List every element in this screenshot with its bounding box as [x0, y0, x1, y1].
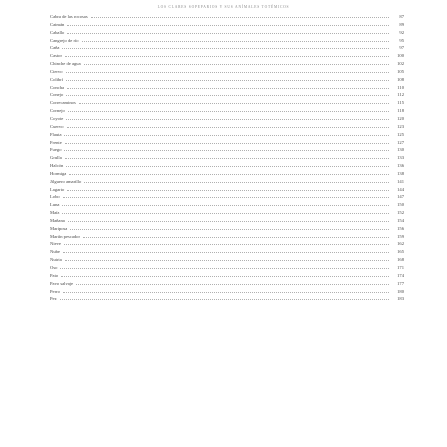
entry-page-number: 168	[397, 257, 404, 263]
index-entry	[50, 107, 404, 115]
entry-label: Cangrejo de río	[50, 37, 79, 43]
entry-page-number: 127	[397, 139, 404, 145]
index-entry	[50, 217, 404, 225]
index-entry	[50, 52, 404, 60]
dot-leader	[68, 221, 389, 222]
entry-label: Chinche de agua	[50, 61, 81, 67]
dot-leader	[79, 103, 389, 104]
entry-label: Cornejo	[50, 108, 65, 114]
entry-page-number: 162	[397, 241, 404, 247]
dot-leader	[83, 237, 389, 238]
dot-leader	[64, 244, 389, 245]
index-entry	[50, 139, 404, 147]
entry-page-number: 125	[397, 131, 404, 137]
dot-leader	[62, 48, 389, 49]
index-entry	[50, 84, 404, 92]
entry-label: Frente	[50, 139, 62, 145]
index-entry	[50, 115, 404, 123]
entry-page-number: 112	[397, 92, 404, 98]
index-entry	[50, 240, 404, 248]
index-entry	[50, 154, 404, 162]
dot-leader	[84, 64, 389, 65]
entry-page-number: 87	[399, 14, 404, 19]
index-entry	[50, 76, 404, 84]
entry-page-number: 92	[399, 29, 404, 35]
entry-label: Fuego	[50, 147, 62, 153]
dot-leader	[63, 197, 389, 198]
entry-label: Grulla	[50, 155, 62, 161]
entry-label: Nutria	[50, 257, 62, 263]
dot-leader	[66, 119, 389, 120]
entry-label: Ciervo	[50, 68, 63, 74]
entry-label: Caballo	[50, 29, 65, 35]
entry-page-number: 141	[397, 178, 404, 184]
index-entry	[50, 21, 404, 29]
index-entry	[50, 60, 404, 68]
index-entry	[50, 123, 404, 131]
entry-label: Pavo salvaje	[50, 280, 74, 286]
dot-leader	[65, 260, 389, 261]
index-entry	[50, 37, 404, 45]
entry-page-number: 150	[397, 202, 404, 208]
dot-leader	[63, 292, 389, 293]
dot-leader	[61, 276, 389, 277]
index-entry	[50, 99, 404, 107]
dot-leader	[91, 17, 389, 18]
index-entry	[50, 146, 404, 154]
entry-page-number: 138	[397, 170, 404, 176]
running-head: LOS CLARES SOPEPARIOS Y SUS ANÍMALES TOTÉMICOS	[157, 5, 290, 9]
entry-page-number: 183	[397, 296, 404, 302]
dot-leader	[64, 150, 389, 151]
entry-page-number: 130	[397, 147, 404, 153]
dot-leader	[66, 166, 389, 167]
index-entry	[50, 264, 404, 272]
index-entry	[50, 29, 404, 37]
entry-page-number: 165	[397, 249, 404, 255]
index-entry	[50, 233, 404, 241]
index-list	[50, 13, 404, 303]
entry-label: Correcaminos	[50, 100, 76, 106]
entry-label: Caña	[50, 45, 60, 51]
entry-label: Cuervo	[50, 123, 64, 129]
entry-page-number: 102	[397, 61, 404, 67]
entry-label: Nieve	[50, 241, 61, 247]
entry-page-number: 147	[397, 194, 404, 200]
index-entry	[50, 162, 404, 170]
index-entry	[50, 209, 404, 217]
entry-page-number: 180	[397, 288, 404, 294]
entry-label: Halcón	[50, 163, 64, 169]
dot-leader	[60, 299, 389, 300]
entry-page-number: 118	[397, 108, 404, 114]
entry-label: Coyote	[50, 115, 64, 121]
entry-label: Pez	[50, 296, 57, 302]
index-entry	[50, 272, 404, 280]
entry-label: Nube	[50, 249, 60, 255]
entry-label: Jilguero amarillo	[50, 178, 82, 184]
entry-label: Maíz	[50, 210, 60, 216]
entry-label: Lagarto	[50, 186, 65, 192]
index-entry	[50, 288, 404, 296]
entry-label: Castor	[50, 53, 62, 59]
entry-label: Luna	[50, 202, 60, 208]
index-entry	[50, 186, 404, 194]
entry-label: Flauta	[50, 131, 62, 137]
entry-label: Cabra de las rocosas	[50, 14, 88, 19]
dot-leader	[82, 41, 389, 42]
index-entry	[50, 248, 404, 256]
index-entry	[50, 44, 404, 52]
dot-leader	[63, 252, 389, 253]
index-entry	[50, 256, 404, 264]
index-entry	[50, 193, 404, 201]
entry-label: Perro	[50, 288, 60, 294]
entry-page-number: 152	[397, 210, 404, 216]
entry-page-number: 97	[399, 45, 404, 51]
index-entry	[50, 295, 404, 303]
index-entry	[50, 201, 404, 209]
index-entry	[50, 225, 404, 233]
entry-label: Conejo	[50, 92, 64, 98]
entry-page-number: 120	[397, 115, 404, 121]
dot-leader	[67, 88, 389, 89]
index-entry	[50, 13, 404, 21]
entry-label: Oso	[50, 265, 58, 270]
index-entry	[50, 68, 404, 76]
entry-page-number: 110	[397, 84, 404, 90]
dot-leader	[66, 72, 389, 73]
entry-page-number: 171	[397, 265, 404, 270]
dot-leader	[65, 56, 389, 57]
entry-label: Hormiga	[50, 170, 67, 176]
entry-page-number: 105	[397, 68, 404, 74]
entry-label: Martín pescador	[50, 233, 80, 239]
index-entry	[50, 280, 404, 288]
entry-page-number: 108	[397, 76, 404, 82]
entry-page-number: 159	[397, 233, 404, 239]
entry-label: Lobo	[50, 194, 60, 200]
index-entry	[50, 170, 404, 178]
dot-leader	[67, 25, 389, 26]
entry-page-number: 144	[397, 186, 404, 192]
entry-page-number: 136	[397, 163, 404, 169]
entry-page-number: 177	[397, 280, 404, 286]
dot-leader	[60, 268, 389, 269]
entry-label: Mañana	[50, 217, 65, 223]
entry-label: Mariposa	[50, 225, 68, 231]
dot-leader	[65, 158, 389, 159]
entry-label: Caimán	[50, 21, 65, 27]
entry-label: Concha	[50, 84, 65, 90]
entry-page-number: 123	[397, 123, 404, 129]
dot-leader	[67, 33, 389, 34]
dot-leader	[68, 111, 389, 112]
entry-page-number: 154	[397, 217, 404, 223]
index-entry	[50, 178, 404, 186]
entry-label: Pato	[50, 272, 59, 278]
dot-leader	[64, 135, 389, 136]
dot-leader	[67, 127, 389, 128]
entry-page-number: 156	[397, 225, 404, 231]
entry-label: Colibrí	[50, 76, 64, 82]
entry-page-number: 100	[397, 53, 404, 59]
dot-leader	[65, 143, 389, 144]
entry-page-number: 95	[399, 37, 404, 43]
entry-page-number: 133	[397, 155, 404, 161]
dot-leader	[67, 190, 389, 191]
dot-leader	[66, 95, 389, 96]
entry-page-number: 174	[397, 272, 404, 278]
dot-leader	[84, 182, 389, 183]
index-entry	[50, 91, 404, 99]
dot-leader	[70, 229, 389, 230]
dot-leader	[69, 174, 389, 175]
dot-leader	[76, 284, 389, 285]
index-entry	[50, 131, 404, 139]
dot-leader	[62, 205, 389, 206]
dot-leader	[66, 80, 389, 81]
dot-leader	[62, 213, 389, 214]
entry-page-number: 115	[397, 100, 404, 106]
entry-page-number: 89	[399, 21, 404, 27]
